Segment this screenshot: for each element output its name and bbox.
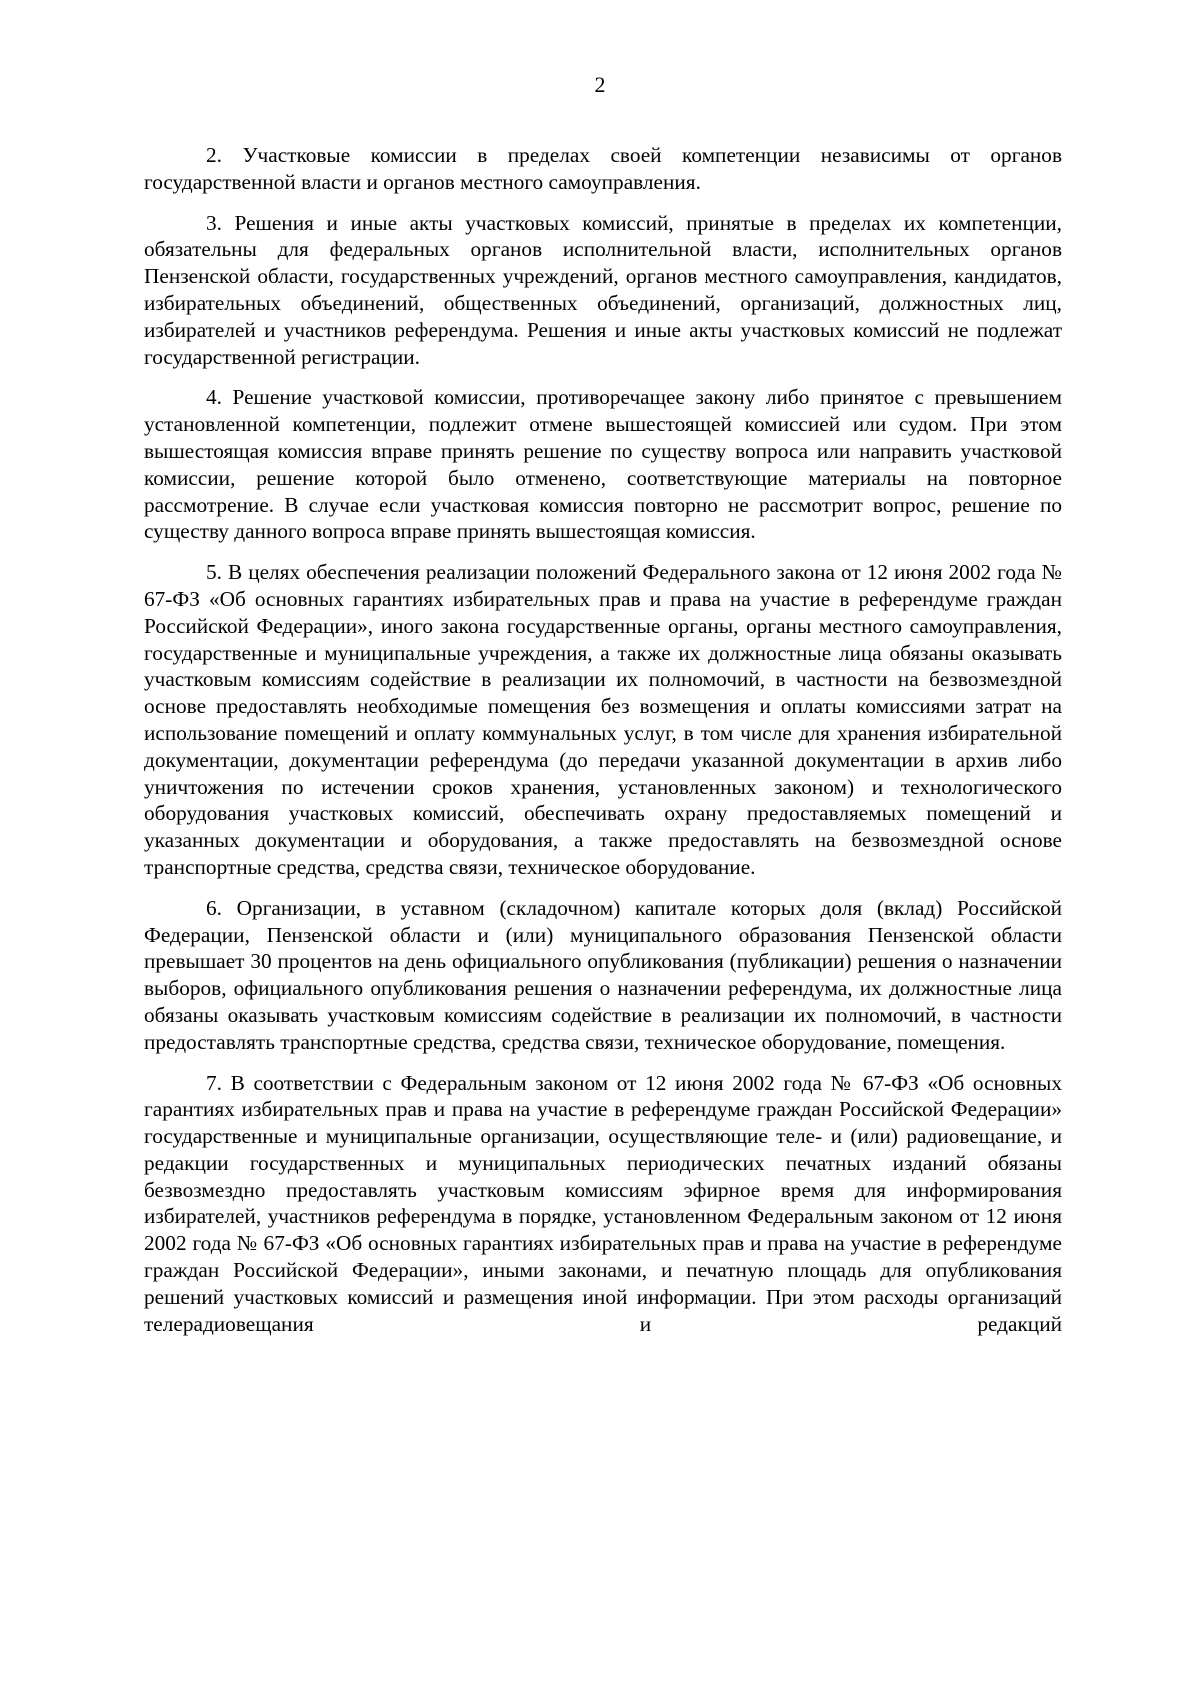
paragraph-7: 7. В соответствии с Федеральным законом от 12 июня 2002 года № 67-ФЗ «Об основных гарантиях избирательных прав и права на участие в референдуме граждан Российской Федерации» государственные и муниципальные организации, осуществляющие теле- и (или) радиовещание, и редакции государственных и муниципальных периодических печатных изданий обязаны безвозмездно предоставлять участковым комиссиям эфирное время для информирования избирателей, участников референдума в порядке, установленном Федеральным законом от 12 июня 2002 года № 67-ФЗ «Об основных гарантиях избирательных прав и права на участие в референдуме граждан Российской Федерации», иными законами, и печатную площадь для опубликования решений участковых комиссий и размещения иной информации. При этом расходы организаций телерадиовещания и редакций [144, 1070, 1062, 1336]
paragraph-3: 3. Решения и иные акты участковых комиссий, принятые в пределах их компетенции, обязательны для федеральных органов исполнительной власти, исполнительных органов Пензенской области, государственных учреждений, органов местного самоуправления, кандидатов, избирательных объединений, общественных объединений, организаций, должностных лиц, избирателей и участников референдума. Решения и иные акты участковых комиссий не подлежат государственной регистрации. [144, 210, 1062, 369]
paragraph-6: 6. Организации, в уставном (складочном) капитале которых доля (вклад) Российской Федерации, Пензенской области и (или) муниципального образования Пензенской области превышает 30 процентов на день официального опубликования (публикации) решения о назначении выборов, официального опубликования решения о назначении референдума, их должностные лица обязаны оказывать участковым комиссиям содействие в реализации их полномочий, в частности предоставлять транспортные средства, средства связи, техническое оборудование, помещения. [144, 895, 1062, 1054]
paragraph-4: 4. Решение участковой комиссии, противоречащее закону либо принятое с превышением установленной компетенции, подлежит отмене вышестоящей комиссией или судом. При этом вышестоящая комиссия вправе принять решение по существу вопроса или направить участковой комиссии, решение которой было отменено, соответствующие материалы на повторное рассмотрение. В случае если участковая комиссия повторно не рассмотрит вопрос, решение по существу данного вопроса вправе принять вышестоящая комиссия. [144, 385, 1062, 544]
document-body [144, 142, 1062, 1351]
page-number: 2 [594, 72, 606, 97]
paragraph-5: 5. В целях обеспечения реализации положений Федерального закона от 12 июня 2002 года № 67-ФЗ «Об основных гарантиях избирательных прав и права на участие в референдуме граждан Российской Федерации», иного закона государственные органы, органы местного самоуправления, государственные и муниципальные учреждения, а также их должностные лица обязаны оказывать участковым комиссиям содействие в реализации их полномочий, в частности на безвозмездной основе предоставлять необходимые помещения без возмещения и оплаты комиссиями затрат на использование помещений и оплату коммунальных услуг, в том числе для хранения избирательной документации, документации референдума (до передачи указанной документации в архив либо уничтожения по истечении сроков хранения, установленных законом) и технологического оборудования участковых комиссий, обеспечивать охрану предоставляемых помещений и указанных документации и оборудования, а также предоставлять на безвозмездной основе транспортные средства, средства связи, техническое оборудование. [144, 560, 1062, 879]
paragraph-2: 2. Участковые комиссии в пределах своей компетенции независимы от органов государственной власти и органов местного самоуправления. [144, 143, 1062, 194]
